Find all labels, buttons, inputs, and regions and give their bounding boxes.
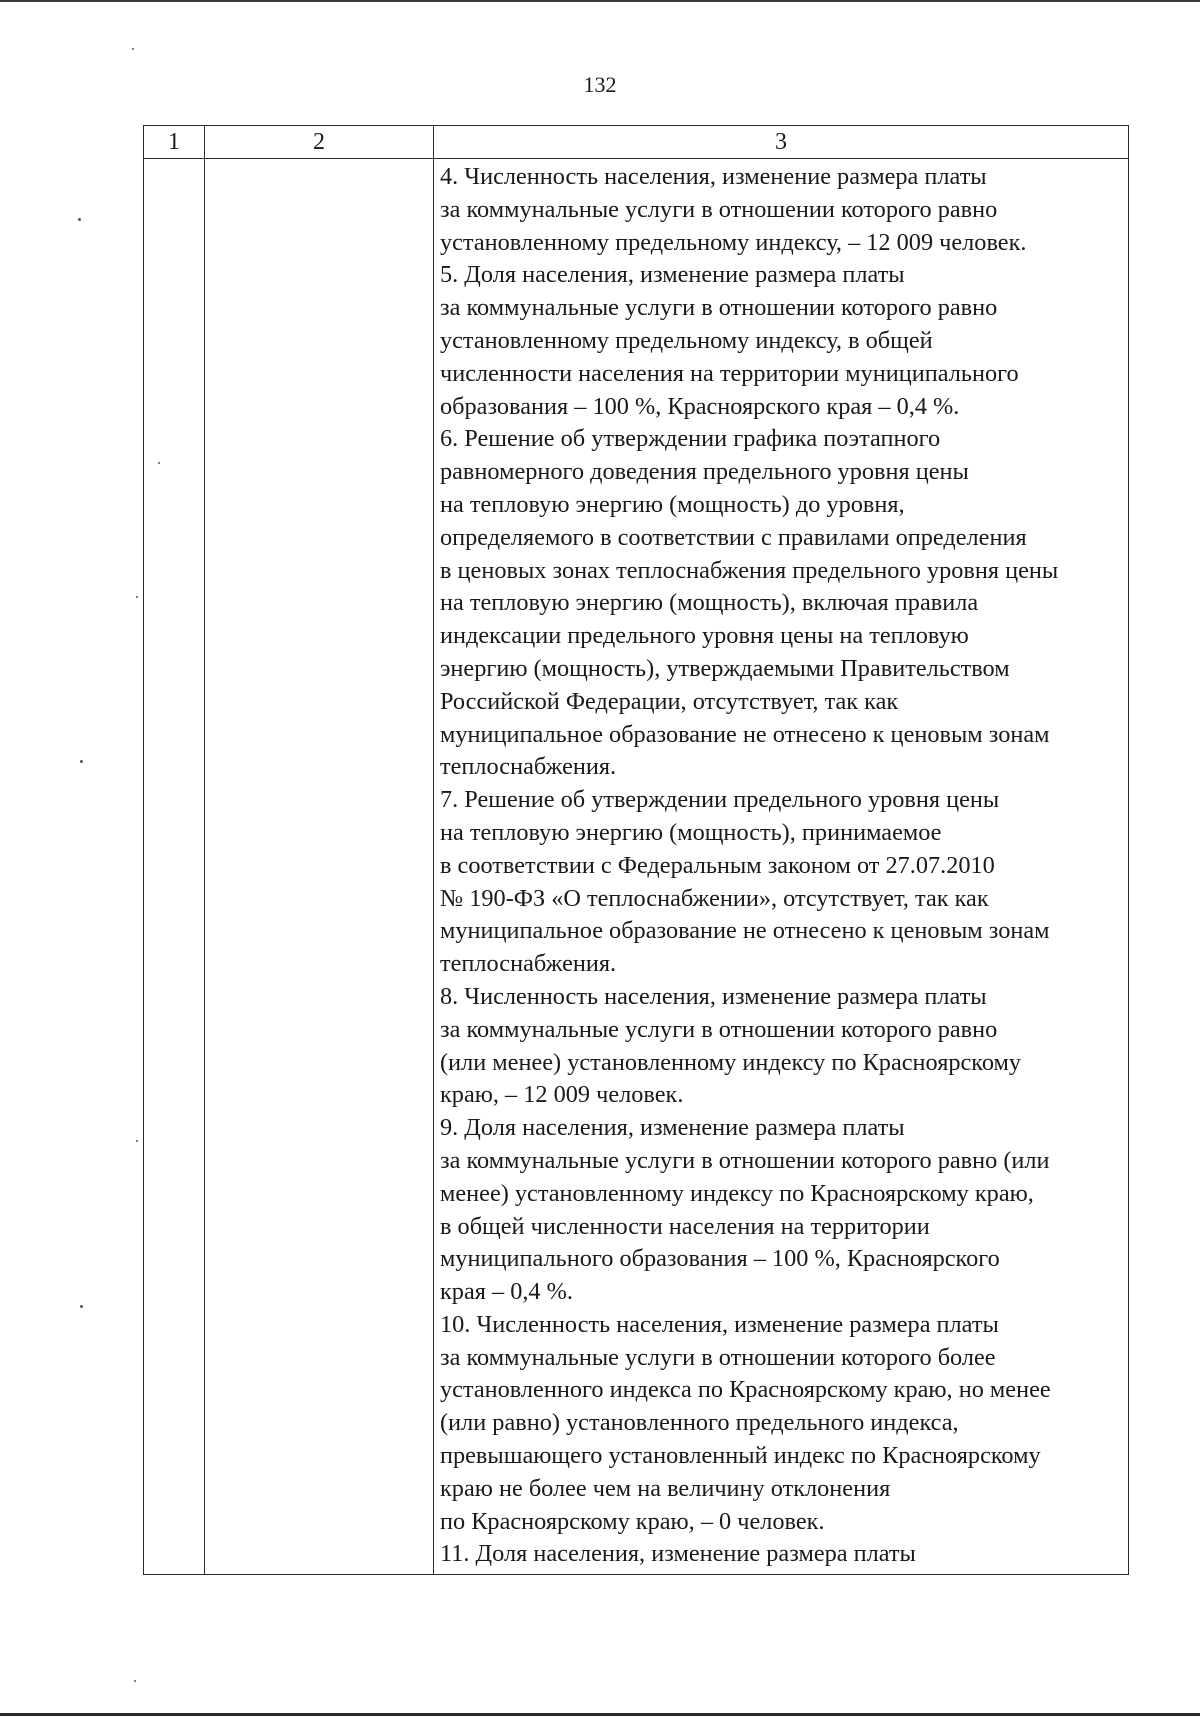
text-line: на тепловую энергию (мощность), включая правила (440, 589, 979, 617)
text-line: энергию (мощность), утверждаемыми Правительством (440, 654, 1010, 682)
text-line: установленному предельному индексу, – 12 009 человек. (440, 228, 1027, 256)
table-header-row (144, 126, 1129, 159)
text-line: за коммунальные услуги в отношении которого равно (или (440, 1146, 1050, 1174)
text-line: краю, – 12 009 человек. (440, 1081, 684, 1109)
indicator-text (434, 159, 1128, 1571)
text-line: теплоснабжения. (440, 753, 617, 781)
document-table (143, 125, 1129, 1575)
text-line: за коммунальные услуги в отношении которого равно (440, 1015, 998, 1043)
header-col-2: 2 (205, 126, 434, 159)
text-line: 10. Численность населения, изменение размера платы (440, 1310, 999, 1338)
cell-col-2 (205, 159, 434, 1575)
text-line: 7. Решение об утверждении предельного уровня цены (440, 786, 1000, 814)
text-line: превышающего установленный индекс по Красноярскому (440, 1442, 1041, 1470)
text-line: № 190-ФЗ «О теплоснабжении», отсутствует, так как (440, 884, 989, 912)
text-line: определяемого в соответствии с правилами определения (440, 523, 1027, 551)
text-line: численности населения на территории муниципального (440, 359, 1019, 387)
text-line: менее) установленному индексу по Красноярскому краю, (440, 1179, 1034, 1207)
scan-speck (158, 462, 160, 464)
page-number: 132 (583, 72, 617, 97)
text-line: 4. Численность населения, изменение размера платы (440, 163, 987, 190)
text-line: индексации предельного уровня цены на тепловую (440, 622, 969, 650)
top-scan-edge (0, 0, 1200, 2)
text-line: в ценовых зонах теплоснабжения предельного уровня цены (440, 556, 1059, 584)
header-col-3: 3 (434, 126, 1129, 159)
text-line: муниципального образования – 100 %, Красноярского (440, 1245, 1000, 1273)
header-col-1: 1 (144, 126, 205, 159)
scan-speck (80, 1305, 83, 1308)
scan-speck (136, 596, 138, 598)
text-line: 11. Доля населения, изменение размера платы (440, 1540, 916, 1568)
scan-speck (136, 1140, 138, 1142)
text-line: по Красноярскому краю, – 0 человек. (440, 1507, 825, 1535)
text-line: образования – 100 %, Красноярского края – 0,4 %. (440, 392, 960, 420)
text-line: 9. Доля населения, изменение размера платы (440, 1114, 905, 1142)
text-line: на тепловую энергию (мощность) до уровня, (440, 490, 905, 518)
text-line: (или равно) установленного предельного индекса, (440, 1409, 959, 1437)
scan-speck (134, 1680, 136, 1682)
text-line: за коммунальные услуги в отношении которого более (440, 1343, 996, 1371)
scan-speck (78, 218, 81, 221)
text-line: в соответствии с Федеральным законом от 27.07.2010 (440, 851, 995, 879)
scan-speck (132, 48, 134, 50)
text-line: установленному предельному индексу, в общей (440, 326, 933, 354)
text-line: на тепловую энергию (мощность), принимаемое (440, 818, 942, 846)
text-line: муниципальное образование не отнесено к ценовым зонам (440, 720, 1050, 748)
text-line: (или менее) установленному индексу по Красноярскому (440, 1048, 1022, 1076)
table-row (144, 159, 1129, 1575)
text-line: 6. Решение об утверждении графика поэтапного (440, 425, 941, 453)
text-line: края – 0,4 %. (440, 1278, 573, 1306)
text-line: Российской Федерации, отсутствует, так как (440, 687, 899, 715)
scan-speck (80, 760, 83, 763)
text-line: краю не более чем на величину отклонения (440, 1474, 891, 1502)
text-line: установленного индекса по Красноярскому краю, но менее (440, 1376, 1051, 1404)
text-line: муниципальное образование не отнесено к ценовым зонам (440, 917, 1050, 945)
text-line: теплоснабжения. (440, 950, 617, 978)
bottom-scan-edge (0, 1713, 1200, 1716)
text-line: за коммунальные услуги в отношении которого равно (440, 294, 998, 322)
text-line: равномерного доведения предельного уровня цены (440, 458, 969, 486)
text-line: в общей численности населения на территории (440, 1212, 930, 1240)
cell-col-3 (434, 159, 1129, 1575)
text-line: 8. Численность населения, изменение размера платы (440, 982, 987, 1010)
text-line: за коммунальные услуги в отношении которого равно (440, 195, 998, 223)
text-line: 5. Доля населения, изменение размера платы (440, 261, 905, 289)
cell-col-1 (144, 159, 205, 1575)
